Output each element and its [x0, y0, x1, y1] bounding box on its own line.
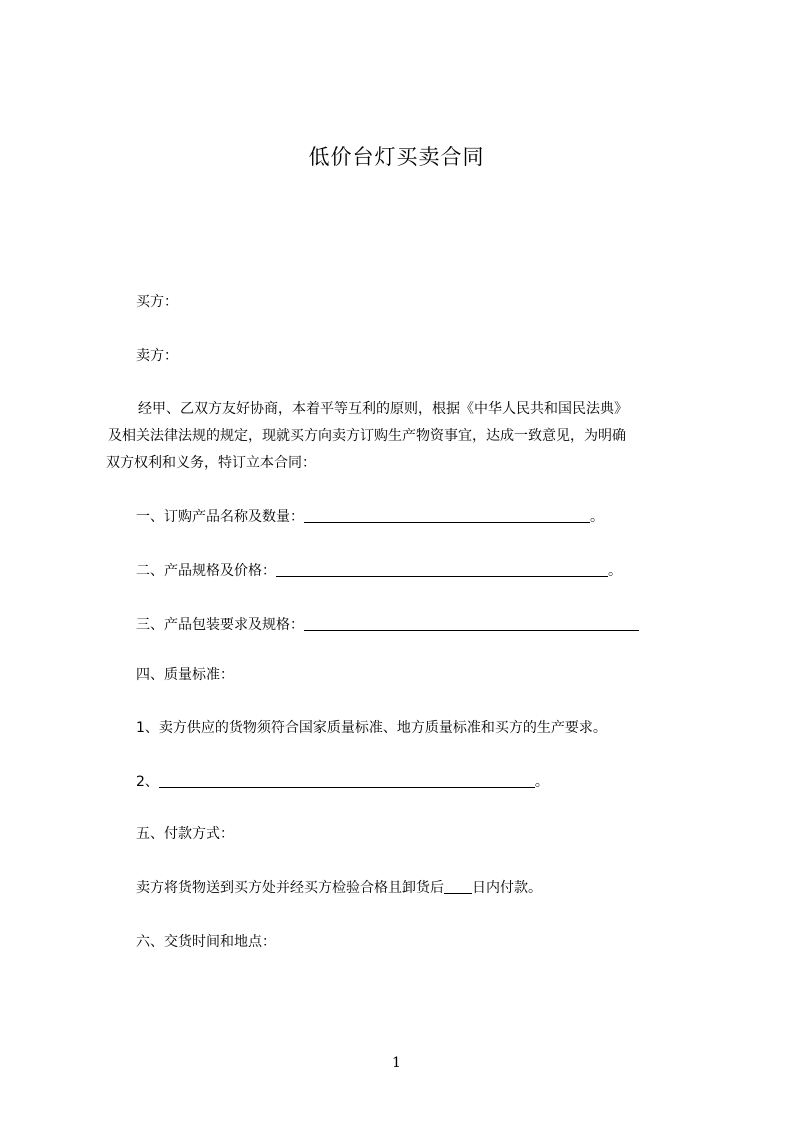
clause-5	[136, 824, 234, 844]
clause-3	[136, 615, 639, 635]
clause-5-days-blank	[444, 879, 472, 894]
clause-3-blank	[304, 616, 639, 631]
clause-1	[136, 507, 604, 527]
clause-4	[136, 665, 234, 685]
clause-6-label: 六、交货时间和地点：	[136, 934, 276, 950]
clause-6	[136, 932, 276, 952]
clause-1-end: 。	[590, 509, 604, 525]
clause-4-label: 四、质量标准：	[136, 667, 234, 683]
seller-label: 卖方：	[136, 348, 178, 364]
clause-2-blank	[276, 562, 608, 577]
clause-1-blank	[304, 508, 590, 523]
document-title: 低价台灯买卖合同	[308, 145, 485, 169]
clause-4-2-blank	[159, 773, 535, 788]
clause-5-text	[136, 878, 542, 898]
intro-row-3: 双方权利和义务，特订立本合同：	[106, 455, 316, 471]
intro-paragraph	[106, 396, 706, 477]
clause-5-text-b: 日内付款。	[472, 880, 542, 896]
clause-4-2-end: 。	[534, 774, 549, 790]
clause-2-label: 二、产品规格及价格：	[136, 563, 276, 579]
clause-1-label: 一、订购产品名称及数量：	[136, 509, 304, 525]
seller-line	[136, 346, 178, 366]
intro-row-2: 及相关法律法规的规定，现就买方向卖方订购生产物资事宜，达成一致意见，为明确	[108, 428, 626, 444]
clause-3-label: 三、产品包装要求及规格：	[136, 617, 304, 633]
clause-4-2-label: 2、	[136, 774, 159, 790]
clause-2-end: 。	[608, 563, 622, 579]
page-number: 1	[392, 1055, 401, 1071]
clause-4-1-text: 1、卖方供应的货物须符合国家质量标准、地方质量标准和买方的生产要求。	[136, 720, 607, 736]
intro-row-1: 经甲、乙双方友好协商，本着平等互利的原则，根据《中华人民共和国民法典》	[138, 401, 628, 417]
clause-4-1	[136, 718, 607, 738]
buyer-line	[136, 292, 178, 312]
clause-5-label: 五、付款方式：	[136, 826, 234, 842]
clause-5-text-a: 卖方将货物送到买方处并经买方检验合格且卸货后	[136, 880, 444, 896]
clause-4-2	[136, 772, 549, 792]
buyer-label: 买方：	[136, 294, 178, 310]
clause-2	[136, 561, 622, 581]
